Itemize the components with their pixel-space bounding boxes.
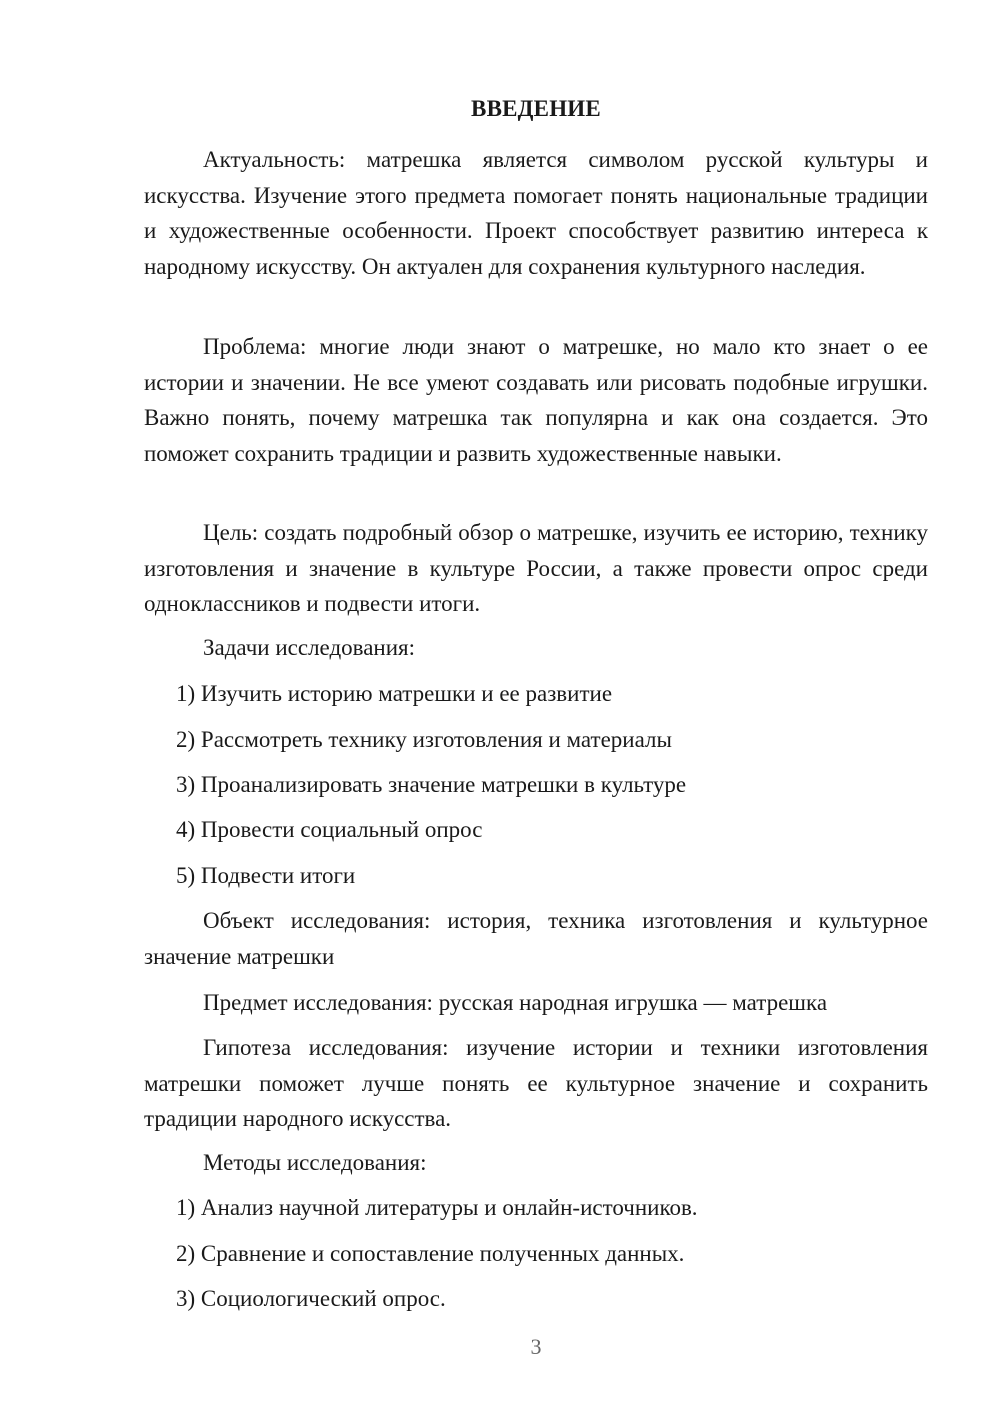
hypothesis-block xyxy=(144,1030,928,1137)
methods-item-1-block xyxy=(144,1190,928,1226)
list-item: 1) Анализ научной литературы и онлайн-источников. xyxy=(176,1195,698,1220)
list-item: 3) Социологический опрос. xyxy=(176,1286,446,1311)
list-item: 5) Подвести итоги xyxy=(176,863,356,888)
list-item: 2) Сравнение и сопоставление полученных данных. xyxy=(176,1241,685,1266)
problem-paragraph: Проблема: многие люди знают о матрешке, но мало кто знает о ее истории и значении. Не все умеют создавать или рисовать подобные игрушки. Важно понять, почему матрешка так популярна и как она создается. Это поможет сохранить традиции и развить художественные навыки. xyxy=(144,334,928,466)
hypothesis-paragraph: Гипотеза исследования: изучение истории и техники изготовления матрешки поможет лучше понять ее культурное значение и сохранить традиции народного искусства. xyxy=(144,1035,928,1131)
list-item: 2) Рассмотреть технику изготовления и материалы xyxy=(176,727,672,752)
tasks-item-1-block xyxy=(144,676,928,712)
tasks-item-5-block xyxy=(144,858,928,894)
goal-block xyxy=(144,515,928,622)
methods-item-2-block xyxy=(144,1236,928,1272)
relevance-paragraph: Актуальность: матрешка является символом русской культуры и искусства. Изучение этого предмета помогает понять национальные традиции и художественные особенности. Проект способствует развитию интереса к народному искусству. Он актуален для сохранения культурного наследия. xyxy=(144,147,928,279)
list-item: 4) Провести социальный опрос xyxy=(176,817,483,842)
problem-block xyxy=(144,329,928,471)
page-number: 3 xyxy=(530,1334,542,1359)
object-paragraph: Объект исследования: история, техника изготовления и культурное значение матрешки xyxy=(144,908,928,969)
methods-item-3-block xyxy=(144,1281,928,1317)
tasks-item-3-block xyxy=(144,767,928,803)
goal-paragraph: Цель: создать подробный обзор о матрешке, изучить ее историю, технику изготовления и значение в культуре России, а также провести опрос среди одноклассников и подвести итоги. xyxy=(144,520,928,616)
methods-label-block xyxy=(144,1145,928,1181)
tasks-item-4-block xyxy=(144,812,928,848)
page-title: ВВЕДЕНИЕ xyxy=(471,96,601,121)
list-item: 1) Изучить историю матрешки и ее развитие xyxy=(176,681,613,706)
tasks-label-block xyxy=(144,630,928,666)
tasks-label: Задачи исследования: xyxy=(203,635,416,660)
list-item: 3) Проанализировать значение матрешки в культуре xyxy=(176,772,687,797)
subject-paragraph: Предмет исследования: русская народная игрушка — матрешка xyxy=(203,990,828,1015)
tasks-item-2-block xyxy=(144,722,928,758)
object-block xyxy=(144,903,928,974)
methods-label: Методы исследования: xyxy=(203,1150,427,1175)
subject-block xyxy=(144,985,928,1021)
relevance-block xyxy=(144,142,928,284)
